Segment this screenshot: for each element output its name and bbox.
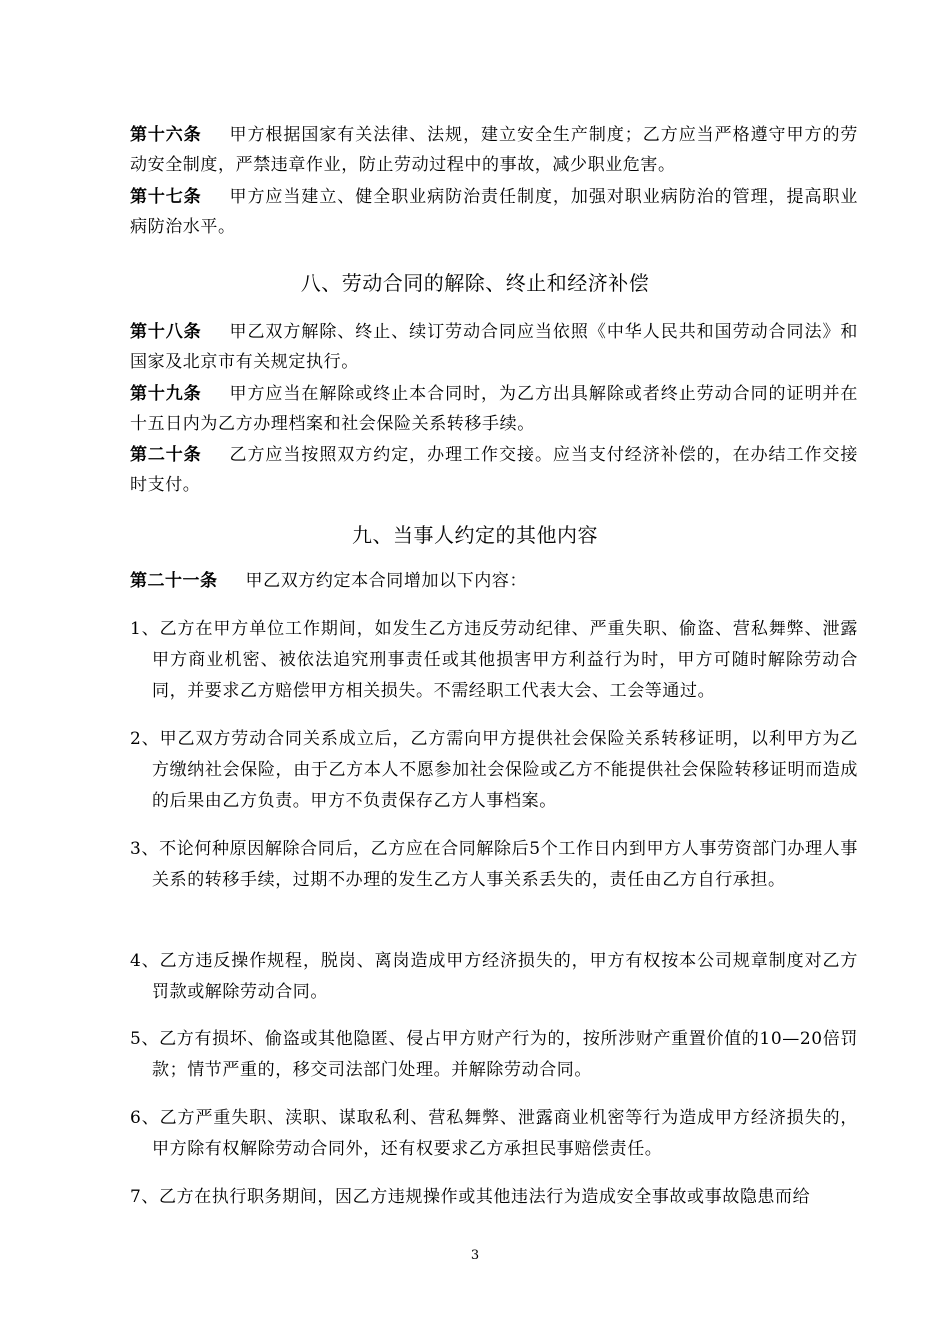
list-item-4: 4、乙方违反操作规程，脱岗、离岗造成甲方经济损失的，甲方有权按本公司规章制度对乙方罚款或解除劳动合同。 [130,951,858,1002]
article-label: 第二十一条 [130,571,218,591]
article-label: 第十六条 [130,125,202,145]
article-text: 甲乙双方解除、终止、续订劳动合同应当依照《中华人民共和国劳动合同法》和国家及北京市有关规定执行。 [130,322,859,372]
article-label: 第十九条 [130,384,202,404]
list-item-7: 7、乙方在执行职务期间，因乙方违规操作或其他违法行为造成安全事故或事故隐患而给 [130,1187,811,1207]
article-text: 乙方应当按照双方约定，办理工作交接。应当支付经济补偿的，在办结工作交接时支付。 [130,445,859,495]
article-18 [130,317,858,377]
list-item-1: 1、乙方在甲方单位工作期间，如发生乙方违反劳动纪律、严重失职、偷盗、营私舞弊、泄露甲方商业机密、被依法追究刑事责任或其他损害甲方利益行为时，甲方可随时解除劳动合同，并要求乙方赔偿甲方相关损失。不需经职工代表大会、工会等通过。 [130,619,858,701]
article-text: 甲方应当在解除或终止本合同时，为乙方出具解除或者终止劳动合同的证明并在十五日内为乙方办理档案和社会保险关系转移手续。 [130,384,859,434]
list-item-5: 5、乙方有损坏、偷盗或其他隐匿、侵占甲方财产行为的，按所涉财产重置价值的10—20倍罚款；情节严重的，移交司法部门处理。并解除劳动合同。 [130,1029,858,1080]
list-item-6: 6、乙方严重失职、渎职、谋取私利、营私舞弊、泄露商业机密等行为造成甲方经济损失的，甲方除有权解除劳动合同外，还有权要求乙方承担民事赔偿责任。 [130,1108,858,1159]
list-item-2: 2、甲乙双方劳动合同关系成立后，乙方需向甲方提供社会保险关系转移证明，以利甲方为乙方缴纳社会保险，由于乙方本人不愿参加社会保险或乙方不能提供社会保险转移证明而造成的后果由乙方负责。甲方不负责保存乙方人事档案。 [130,729,858,811]
section-heading-8: 八、劳动合同的解除、终止和经济补偿 [300,271,650,295]
article-20 [130,440,858,500]
section-heading-9: 九、当事人约定的其他内容 [352,523,598,547]
list-item-3: 3、不论何种原因解除合同后，乙方应在合同解除后5个工作日内到甲方人事劳资部门办理人事关系的转移手续，过期不办理的发生乙方人事关系丢失的，责任由乙方自行承担。 [130,839,858,890]
article-text: 甲方应当建立、健全职业病防治责任制度，加强对职业病防治的管理，提高职业病防治水平。 [130,187,859,237]
article-19 [130,379,858,439]
article-label: 第二十条 [130,445,202,465]
article-label: 第十七条 [130,187,202,207]
article-text: 甲乙双方约定本合同增加以下内容： [245,571,528,591]
article-label: 第十八条 [130,322,202,342]
article-17 [130,182,858,242]
article-text: 甲方根据国家有关法律、法规，建立安全生产制度；乙方应当严格遵守甲方的劳动安全制度，严禁违章作业，防止劳动过程中的事故，减少职业危害。 [130,125,859,175]
article-16 [130,120,858,180]
article-21 [130,566,858,596]
page-number: 3 [470,1248,480,1263]
